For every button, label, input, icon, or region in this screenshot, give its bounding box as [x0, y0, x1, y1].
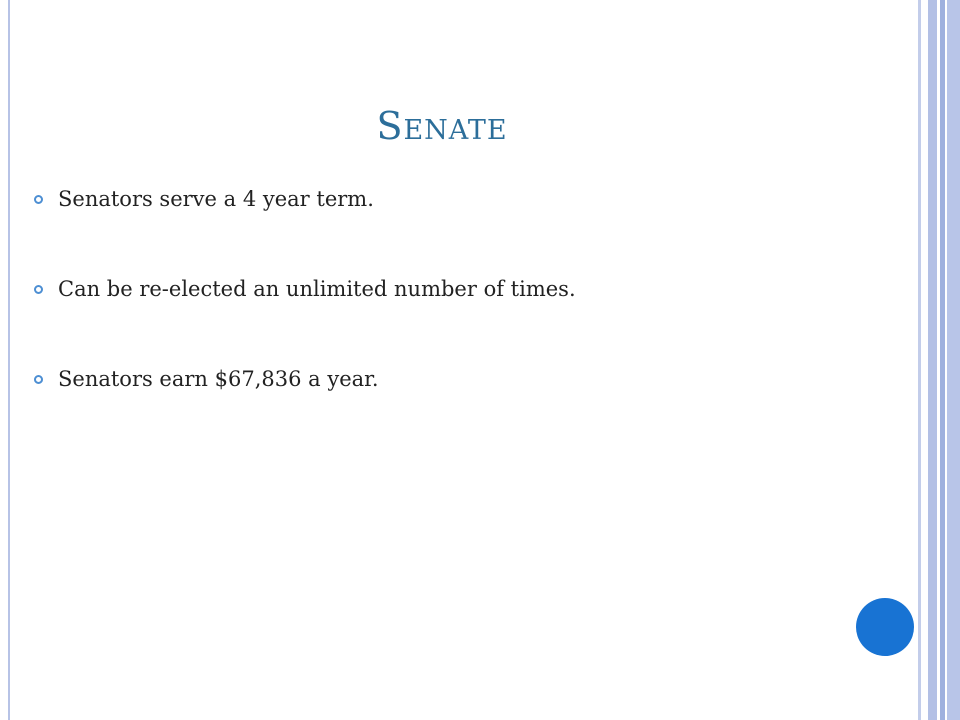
- bullet-circle-icon: [34, 195, 43, 204]
- bullet-text: Can be re-elected an unlimited number of times.: [58, 277, 576, 301]
- band-line: [940, 0, 945, 720]
- bullet-circle-icon: [34, 375, 43, 384]
- band-line: [947, 0, 960, 720]
- slide-title: Senate: [376, 104, 508, 148]
- bullet-circle-icon: [34, 285, 43, 294]
- band-line: [928, 0, 937, 720]
- right-decorative-band: [916, 0, 960, 720]
- accent-circle: [856, 598, 914, 656]
- bullet-text: Senators earn $67,836 a year.: [58, 367, 379, 391]
- bullet-text: Senators serve a 4 year term.: [58, 187, 374, 211]
- band-line: [918, 0, 921, 720]
